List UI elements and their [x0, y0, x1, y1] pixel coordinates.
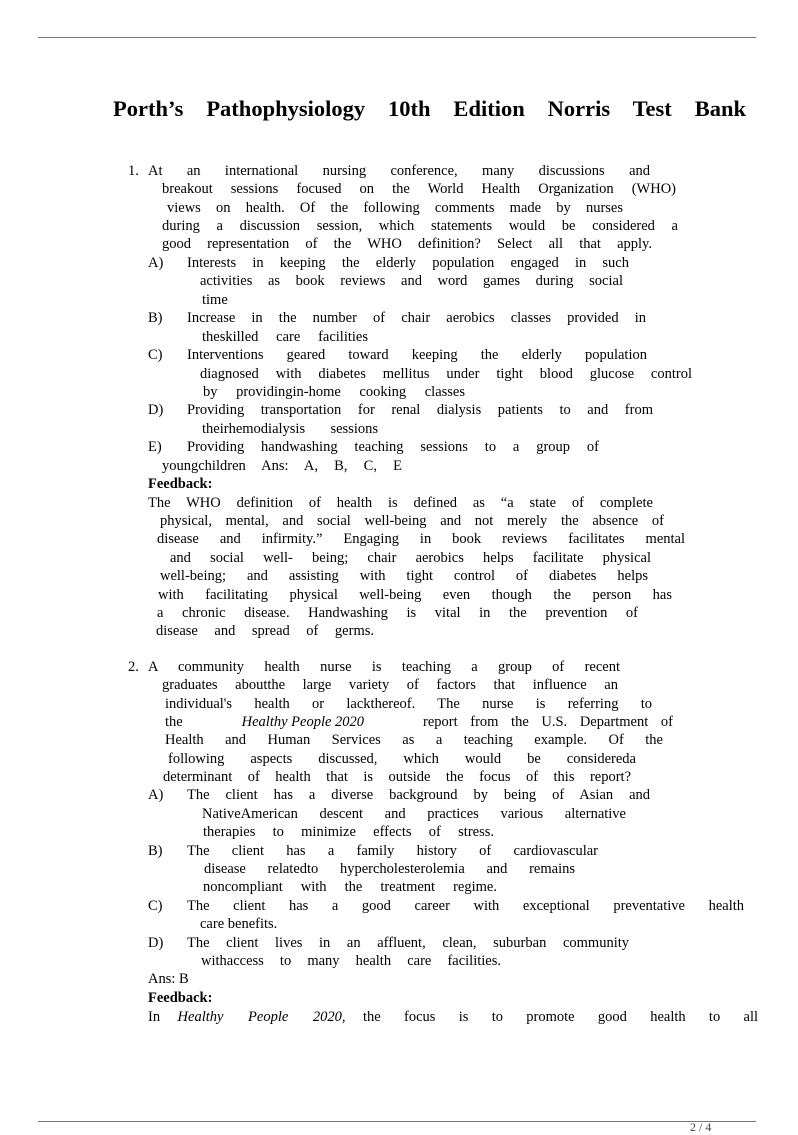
healthy-people-reference: Healthy People 2020 [241, 714, 365, 730]
q1-option-b-letter: B) [148, 310, 163, 326]
q1-answer: youngchildren Ans: A, B, C, E [162, 458, 402, 474]
top-rule [38, 37, 756, 38]
q1-feedback-line: and social well- being; chair aerobics helps facilitate physical [170, 550, 651, 566]
question-1-number: 1. [128, 163, 139, 179]
q1-option-e-letter: E) [148, 439, 162, 455]
question-2-number: 2. [128, 659, 139, 675]
q2-option-a-text: The client has a diverse background by being of Asian and [187, 787, 650, 803]
q2-stem-line [165, 713, 673, 731]
healthy-people-reference: Healthy People 2020, [177, 1009, 346, 1025]
q2-stem-line: determinant of health that is outside the focus of this report? [163, 769, 631, 785]
q1-feedback-line: disease and infirmity.” Engaging in book reviews facilitates mental [157, 531, 685, 547]
q2-stem-text: the [165, 714, 183, 730]
q1-option-e-text: Providing handwashing teaching sessions to a group of [187, 439, 599, 455]
q1-stem-line: At an international nursing conference, many discussions and [148, 163, 650, 179]
q2-stem-line: following aspects discussed, which would be considereda [168, 751, 636, 767]
q1-stem-line: breakout sessions focused on the World Health Organization (WHO) [162, 181, 676, 197]
q1-stem-line: good representation of the WHO definition? Select all that apply. [162, 236, 652, 252]
q1-stem-line: during a discussion session, which statements would be considered a [162, 218, 678, 234]
q1-feedback-line: a chronic disease. Handwashing is vital in the prevention of [157, 605, 638, 621]
q2-stem-line: Health and Human Services as a teaching example. Of the [165, 732, 663, 748]
q1-feedback-label: Feedback: [148, 476, 213, 492]
q2-stem-text: report from the U.S. Department of [422, 714, 673, 730]
q1-option-b-text: Increase in the number of chair aerobics classes provided in [187, 310, 646, 326]
q2-option-d-text: withaccess to many health care facilities. [201, 953, 501, 969]
q1-option-a-text: Interests in keeping the elderly population engaged in such [187, 255, 629, 271]
q2-stem-line: graduates aboutthe large variety of factors that influence an [162, 677, 618, 693]
q1-feedback-line: disease and spread of germs. [156, 623, 374, 639]
q2-option-b-text: disease relatedto hypercholesterolemia and remains [204, 861, 575, 877]
q1-option-d-text: Providing transportation for renal dialysis patients to and from [187, 402, 653, 418]
q1-stem-line: views on health. Of the following comments made by nurses [167, 200, 623, 216]
q2-option-a-text: therapies to minimize effects of stress. [203, 824, 494, 840]
q2-option-d-text: The client lives in an affluent, clean, suburban community [187, 935, 629, 951]
q2-option-c-text: The client has a good career with exceptional preventative health [187, 898, 744, 914]
q2-feedback-line [148, 1008, 758, 1026]
page-number: 2 / 4 [690, 1120, 712, 1134]
q2-option-b-text: The client has a family history of cardiovascular [187, 843, 598, 859]
q1-option-a-text: activities as book reviews and word games during social [200, 273, 623, 289]
q1-option-d-letter: D) [148, 402, 164, 418]
q1-feedback-line: well-being; and assisting with tight control of diabetes helps [160, 568, 648, 584]
q1-option-c-text: diagnosed with diabetes mellitus under tight blood glucose control [200, 366, 692, 382]
q1-option-b-text: theskilled care facilities [202, 329, 368, 345]
q1-feedback-line: with facilitating physical well-being even though the person has [158, 587, 672, 603]
q2-option-c-text: care benefits. [200, 916, 278, 932]
q1-option-a-text: time [202, 292, 228, 308]
q2-feedback-text: the focus is to promote good health to all [363, 1009, 758, 1025]
q2-option-a-letter: A) [148, 787, 164, 803]
q2-answer: Ans: B [148, 971, 189, 987]
q2-stem-line: individual's health or lackthereof. The nurse is referring to [165, 696, 652, 712]
q2-feedback-label: Feedback: [148, 990, 213, 1006]
q1-option-c-text: Interventions geared toward keeping the elderly population [187, 347, 647, 363]
bottom-rule [38, 1121, 756, 1122]
q1-option-a-letter: A) [148, 255, 164, 271]
q2-option-a-text: NativeAmerican descent and practices various alternative [202, 806, 626, 822]
q1-feedback-line: physical, mental, and social well-being and not merely the absence of [160, 513, 664, 529]
q2-option-b-letter: B) [148, 843, 163, 859]
q1-option-c-text: by providingin-home cooking classes [203, 384, 465, 400]
q2-option-d-letter: D) [148, 935, 164, 951]
document-title: Porth’s Pathophysiology 10th Edition Norris Test Bank [113, 96, 746, 121]
q1-option-c-letter: C) [148, 347, 163, 363]
q2-option-c-letter: C) [148, 898, 163, 914]
q1-feedback-line: The WHO definition of health is defined as “a state of complete [148, 495, 653, 511]
q2-stem-line: A community health nurse is teaching a group of recent [148, 659, 620, 675]
q2-option-b-text: noncompliant with the treatment regime. [203, 879, 497, 895]
q1-option-d-text: theirhemodialysis sessions [202, 421, 378, 437]
q2-feedback-text: In [148, 1009, 161, 1025]
